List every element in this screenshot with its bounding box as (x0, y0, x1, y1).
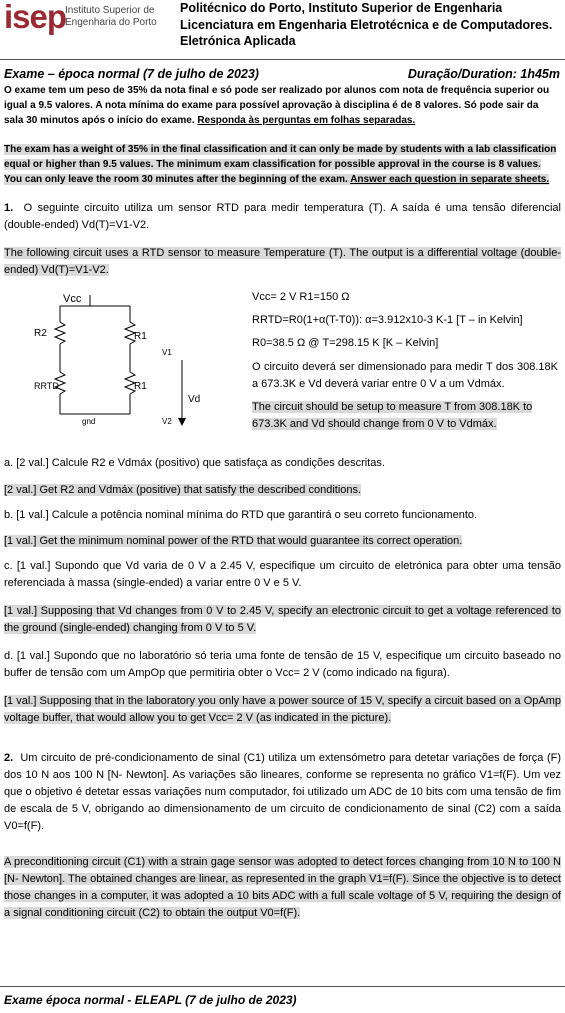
exam-title-line (4, 67, 560, 81)
label-v1: V1 (162, 348, 172, 357)
q2-statement-pt: 2. Um circuito de pré-condicionamento de sinal (C1) utiliza um extensómetro para detetar variações de força (F) dos 10 N aos 100 N [N- Newton]. As variações são lineares, conforme se representa no gráfico V1=f(F). Um vez que o objetivo é detetar essas variações num computador, foi utilizado um ADC de 10 bits com uma tensão de fim de escala de 5 V, obrigando ao dimensionamento de um circuito de condicionamento de sinal (C2) com a saída V0=f(F). (4, 752, 561, 832)
header-line-1: Politécnico do Porto, Instituto Superior de Engenharia (180, 1, 503, 15)
logo-wordmark: isep (4, 0, 67, 35)
label-vd: Vd (188, 394, 201, 405)
header-line-2: Licenciatura em Engenharia Eletrotécnica e de Computadores. (180, 17, 553, 32)
exam-duration: Duração/Duration: 1h45m (407, 67, 560, 81)
exam-title: Exame – época normal (7 de julho de 2023) (4, 67, 259, 81)
label-r1-top: R1 (134, 331, 147, 342)
label-r1-bottom: R1 (134, 381, 147, 392)
q1b-pt: b. [1 val.] Calcule a potência nominal mínima do RTD que garantirá o seu correto funcionamento. (4, 509, 478, 521)
intro-pt-underlined: Responda às perguntas em folhas separadas. (197, 115, 416, 126)
spec-range-en: The circuit should be setup to measure T from 308.18K to 673.3K and Vd should change from 0 V to Vdmáx. (252, 401, 533, 430)
label-vcc: Vcc (63, 293, 82, 305)
vd-arrow (178, 418, 186, 426)
label-r2: R2 (34, 328, 47, 339)
label-gnd: gnd (82, 417, 96, 426)
q1d-pt: d. [1 val.] Supondo que no laboratório só teria uma fonte de tensão de 15 V, especifique um circuito baseado no buffer de tensão com um AmpOp que permitiria obter o Vcc= 2 V (como indicado na figura). (4, 650, 561, 679)
spec-rrtd-formula: RRTD=R0(1+α(T-T0)): α=3.912x10-3 K-1 [T – in Kelvin] (252, 314, 523, 326)
intro-en-underlined: Answer each question in separate sheets. (350, 174, 550, 185)
spec-r0: R0=38.5 Ω @ T=298.15 K [K – Kelvin] (252, 337, 439, 349)
q1d-en: [1 val.] Supposing that in the laboratory you only have a power source of 15 V, specify a circuit based on a OpAmp voltage buffer, that would allow you to get Vcc= 2 V (as indicated in the picture). (4, 695, 561, 724)
intro-pt: O exame tem um peso de 35% da nota final e só pode ser realizado por alunos com nota de frequência superior ou igual a 9.5 valores. A nota mínima do exame para possível aprovação à disciplina é de 8 valores. Só pode sair da sala 30 minutos após o início do exame. Responda às perguntas em folhas separadas. (4, 85, 550, 126)
intro-en: The exam has a weight of 35% in the final classification and it can only be made by students with a lab classification equal or higher than 9.5 values. The minimum exam classification for possible approval in the course is 8 values. You can only leave the room 30 minutes after the beginning of the exam. Answer each question in separate sheets. (4, 144, 557, 185)
header-divider (0, 59, 565, 60)
q2-statement-en: A preconditioning circuit (C1) with a strain gage sensor was adopted to detect forces changing from 10 N to 100 N [N- Newton]. The obtained changes are linear, as represented in the graph V1=f(F). Since the objective is to detect those changes in a computer, it was adopted a 10 bits ADC with a full scale voltage of 5 V, requiring the design of a signal conditioning circuit (C2) to obtain the output V0=f(F). (4, 856, 561, 919)
page-footer: Exame época normal - ELEAPL (7 de julho de 2023) (4, 993, 297, 1007)
isep-logo (4, 2, 174, 42)
institution-header (180, 0, 565, 50)
q1-number: 1. (4, 202, 14, 214)
rtd-bridge-circuit (30, 290, 230, 440)
q1-statement-pt: 1. O seguinte circuito utiliza um sensor RTD para medir temperatura (T). A saída é uma tensão diferencial (double-ended) Vd(T)=V1-V2. (4, 202, 561, 231)
footer-divider (0, 986, 565, 987)
label-rrtd: RRTD (34, 381, 59, 391)
q2-number: 2. (4, 752, 14, 764)
header-line-3: Eletrónica Aplicada (180, 34, 296, 48)
q1-statement-en: The following circuit uses a RTD sensor to measure Temperature (T). The output is a differential voltage (double-ended) Vd(T)=V1-V2. (4, 247, 561, 276)
q1a-en: [2 val.] Get R2 and Vdmáx (positive) that satisfy the described conditions. (4, 484, 362, 496)
q1c-pt: c. [1 val.] Supondo que Vd varia de 0 V a 2.45 V, especifique um circuito de eletrónica para obter uma tensão referenciada à massa (single-ended) a variar entre 0 V e 5 V. (4, 560, 561, 589)
q1a-pt: a. [2 val.] Calcule R2 e Vdmáx (positivo) que satisfaça as condições descritas. (4, 457, 385, 469)
q1b-en: [1 val.] Get the minimum nominal power of the RTD that would guarantee its correct operation. (4, 535, 463, 547)
q1c-en: [1 val.] Supposing that Vd changes from 0 V to 2.45 V, specify an electronic circuit to get a voltage referenced to the ground (single-ended) changing from 0 V to 5 V. (4, 605, 561, 634)
logo-subtitle: Instituto Superior de Engenharia do Porto (65, 5, 157, 28)
spec-vcc-r1: Vcc= 2 V R1=150 Ω (252, 291, 350, 303)
spec-range-pt: O circuito deverá ser dimensionado para medir T dos 308.18K a 673.3K e Vd deverá variar entre 0 V a um Vdmáx. (252, 361, 558, 390)
label-v2: V2 (162, 417, 172, 426)
